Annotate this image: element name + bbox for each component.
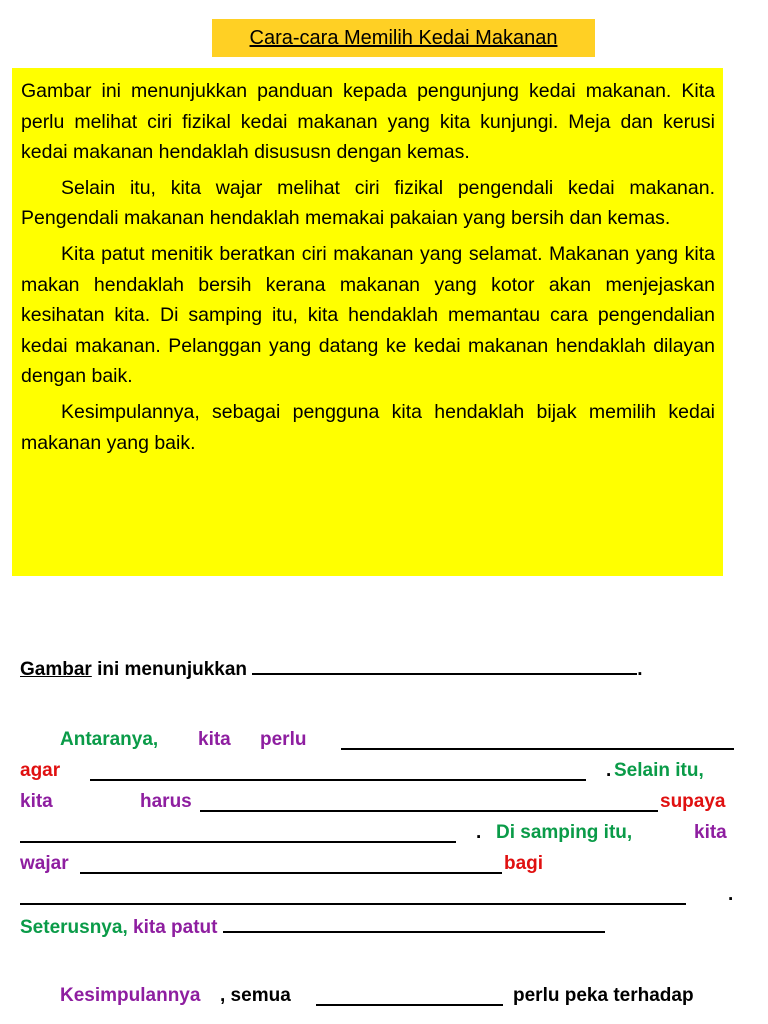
period: . [637, 659, 643, 680]
word-semua: , semua [220, 985, 291, 1006]
word-kesimpulannya: Kesimpulannya [60, 985, 201, 1006]
period: . [606, 760, 612, 781]
word-perlu: perlu [260, 729, 307, 750]
word-bagi: bagi [504, 853, 544, 874]
word-perlu-peka-terhadap: perlu peka terhadap [513, 985, 694, 1006]
exercise-line-3 [20, 758, 734, 784]
answer-blank-9[interactable] [316, 985, 503, 1006]
word-kita-patut: kita patut [133, 917, 218, 938]
word-di-samping-itu: Di samping itu, [496, 822, 633, 843]
exercise-line-2 [20, 727, 734, 753]
answer-blank-7[interactable] [20, 884, 686, 905]
answer-blank-8[interactable] [223, 912, 605, 933]
passage-paragraph-3: Kita patut menitik beratkan ciri makanan yang selamat. Makanan yang kita makan hendaklah bersih kerana makanan yang kotor akan menjejaskan kesihatan kita. Di samping itu, kita hendaklah memantau cara pengendalian kedai makanan. Pelanggan yang datang ke kedai makanan hendaklah dilayan dengan baik. [21, 242, 715, 388]
passage-paragraph-1: Gambar ini menunjukkan panduan kepada pengunjung kedai makanan. Kita perlu melihat ciri fizikal kedai makanan yang kita kunjungi. Meja dan kerusi kedai makanan hendaklah disususn dengan kemas. [21, 80, 715, 164]
period: . [728, 884, 734, 905]
answer-blank-3[interactable] [90, 760, 586, 781]
word-wajar: wajar [20, 853, 69, 874]
word-antaranya: Antaranya, [60, 729, 159, 750]
word-kita: kita [694, 822, 727, 843]
exercise-line-9 [20, 983, 734, 1009]
word-agar: agar [20, 760, 61, 781]
exercise-line-1 [20, 654, 734, 680]
word-gambar: Gambar [20, 659, 92, 680]
word-kita: kita [198, 729, 231, 750]
answer-blank-4[interactable] [200, 791, 658, 812]
answer-blank-5[interactable] [20, 822, 456, 843]
answer-blank-2[interactable] [341, 729, 734, 750]
reading-passage [12, 68, 723, 576]
word-seterusnya: Seterusnya, [20, 917, 128, 938]
word-kita: kita [20, 791, 53, 812]
word-ini-menunjukkan: ini menunjukkan [97, 659, 248, 680]
passage-paragraph-4: Kesimpulannya, sebagai pengguna kita hendaklah bijak memilih kedai makanan yang baik. [21, 400, 715, 454]
exercise-line-4 [20, 789, 734, 815]
answer-blank-6[interactable] [80, 853, 502, 874]
passage-paragraph-2: Selain itu, kita wajar melihat ciri fizikal pengendali kedai makanan. Pengendali makanan hendaklah memakai pakaian yang bersih dan kemas. [21, 176, 715, 230]
exercise-line-5 [20, 820, 734, 846]
exercise-line-8 [20, 912, 734, 938]
word-selain-itu: Selain itu, [614, 760, 704, 781]
period: . [476, 822, 482, 843]
worksheet-title: Cara-cara Memilih Kedai Makanan [212, 19, 595, 57]
word-supaya: supaya [660, 791, 726, 812]
exercise-line-6 [20, 851, 734, 877]
word-harus: harus [140, 791, 192, 812]
exercise-line-7 [20, 882, 734, 908]
answer-blank-1[interactable] [252, 654, 637, 675]
